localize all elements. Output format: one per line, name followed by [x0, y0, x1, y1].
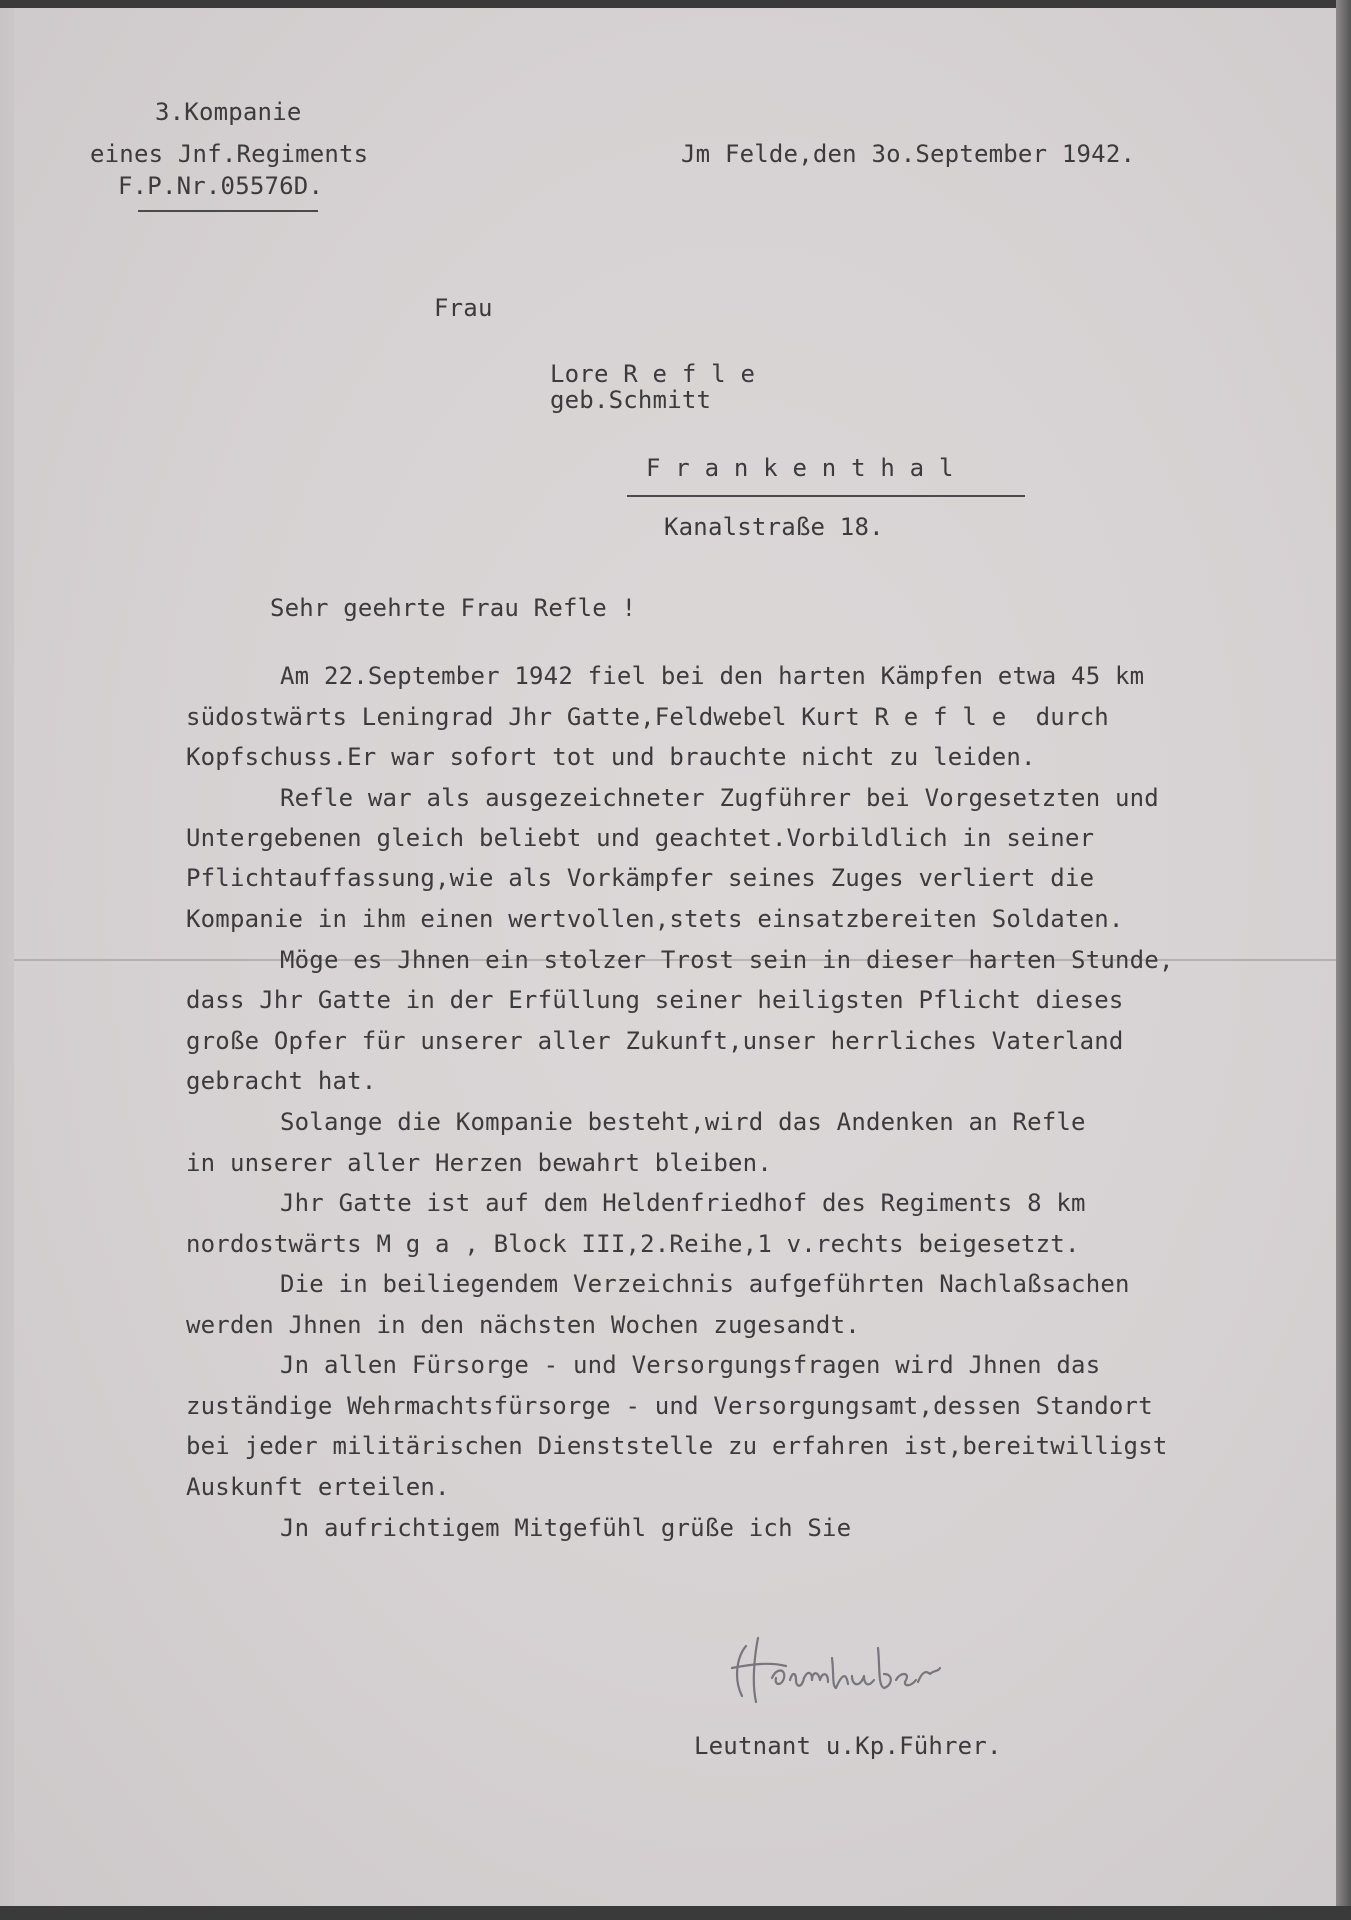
body-line: werden Jhnen in den nächsten Wochen zugesandt. — [186, 1311, 860, 1339]
body-line: Jhr Gatte ist auf dem Heldenfriedhof des Regiments 8 km — [280, 1189, 1086, 1217]
photo-border-top — [0, 0, 1351, 8]
body-line: gebracht hat. — [186, 1067, 377, 1095]
photo-border-bottom — [0, 1906, 1351, 1920]
body-line: Kompanie in ihm einen wertvollen,stets einsatzbereiten Soldaten. — [186, 905, 1124, 933]
body-line: bei jeder militärischen Dienststelle zu erfahren ist,bereitwilligst — [186, 1432, 1168, 1460]
signer-title: Leutnant u.Kp.Führer. — [694, 1732, 1002, 1760]
body-line: Untergebenen gleich beliebt und geachtet.Vorbildlich in seiner — [186, 824, 1095, 852]
sender-field-post-number: F.P.Nr.05576D. — [118, 172, 324, 200]
sender-underline — [138, 210, 318, 212]
body-line: Kopfschuss.Er war sofort tot und brauchte nicht zu leiden. — [186, 743, 1036, 771]
handwritten-signature — [724, 1628, 994, 1708]
body-line: zuständige Wehrmachtsfürsorge - und Versorgungsamt,dessen Standort — [186, 1392, 1153, 1420]
body-line: dass Jhr Gatte in der Erfüllung seiner heiligsten Pflicht dieses — [186, 986, 1124, 1014]
recipient-city: F r a n k e n t h a l — [646, 454, 954, 482]
photo-border-right — [1336, 0, 1351, 1920]
body-line: große Opfer für unserer aller Zukunft,unser herrliches Vaterland — [186, 1027, 1124, 1055]
sender-regiment: eines Jnf.Regiments — [90, 140, 369, 168]
sender-company: 3.Kompanie — [155, 98, 302, 126]
body-line: Solange die Kompanie besteht,wird das Andenken an Refle — [280, 1108, 1086, 1136]
recipient-name: Lore R e f l e — [550, 360, 756, 388]
body-line: in unserer aller Herzen bewahrt bleiben. — [186, 1149, 772, 1177]
greeting: Sehr geehrte Frau Refle ! — [270, 594, 637, 622]
recipient-maiden-name: geb.Schmitt — [550, 386, 712, 414]
recipient-street: Kanalstraße 18. — [664, 513, 884, 541]
city-underline — [627, 495, 1025, 497]
recipient-title: Frau — [434, 294, 493, 322]
body-line: Auskunft erteilen. — [186, 1473, 450, 1501]
body-line: Refle war als ausgezeichneter Zugführer bei Vorgesetzten und — [280, 784, 1159, 812]
body-line: Am 22.September 1942 fiel bei den harten Kämpfen etwa 45 km — [280, 662, 1145, 690]
body-line: Jn allen Fürsorge - und Versorgungsfragen wird Jhnen das — [280, 1351, 1101, 1379]
letter-paper — [14, 8, 1336, 1906]
body-line: nordostwärts M g a , Block III,2.Reihe,1 v.rechts beigesetzt. — [186, 1230, 1080, 1258]
place-date: Jm Felde,den 3o.September 1942. — [681, 140, 1136, 168]
body-line: Jn aufrichtigem Mitgefühl grüße ich Sie — [280, 1514, 852, 1542]
body-line: Möge es Jhnen ein stolzer Trost sein in dieser harten Stunde, — [280, 946, 1174, 974]
body-line: Pflichtauffassung,wie als Vorkämpfer seines Zuges verliert die — [186, 864, 1095, 892]
body-line: Die in beiliegendem Verzeichnis aufgeführten Nachlaßsachen — [280, 1270, 1130, 1298]
body-line: südostwärts Leningrad Jhr Gatte,Feldwebel Kurt R e f l e durch — [186, 703, 1109, 731]
